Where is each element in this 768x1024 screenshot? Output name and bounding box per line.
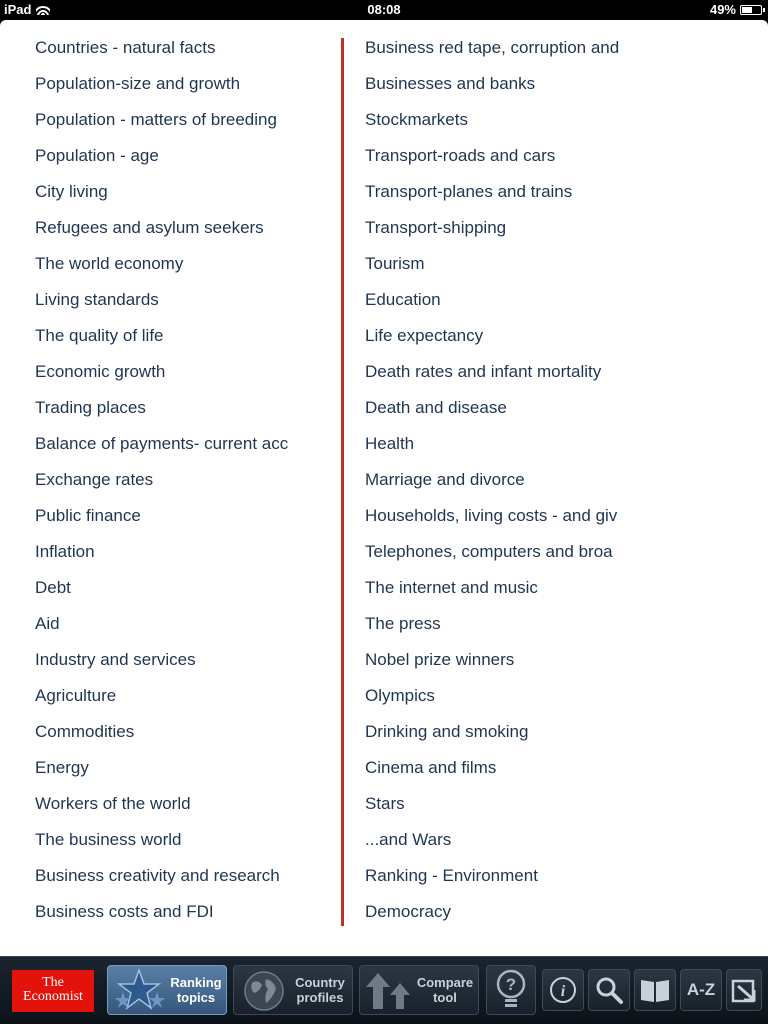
topic-link[interactable]: Olympics xyxy=(365,686,435,705)
svg-text:i: i xyxy=(560,983,566,1000)
topic-link[interactable]: Drinking and smoking xyxy=(365,722,529,741)
topic-link[interactable]: The internet and music xyxy=(365,578,538,597)
export-button[interactable] xyxy=(726,969,762,1011)
topic-link[interactable]: Marriage and divorce xyxy=(365,470,525,489)
topic-link[interactable]: Transport-roads and cars xyxy=(365,146,556,165)
topic-column-right xyxy=(365,30,760,930)
topic-link[interactable]: Industry and services xyxy=(35,650,196,669)
topic-link[interactable]: Inflation xyxy=(35,542,95,561)
compare-label-1: Compare xyxy=(416,975,474,990)
country-label-2: profiles xyxy=(296,990,344,1005)
topic-link[interactable]: Population-size and growth xyxy=(35,74,241,93)
a-z-index-button[interactable] xyxy=(680,969,722,1011)
logo-line-2: Economist xyxy=(23,989,83,1004)
topic-link[interactable]: Ranking - Environment xyxy=(365,866,538,885)
topic-link[interactable]: Democracy xyxy=(365,902,451,921)
book-button[interactable] xyxy=(634,969,676,1011)
ranking-label-1: Ranking xyxy=(170,975,222,990)
column-divider xyxy=(341,38,344,926)
topic-link[interactable]: Energy xyxy=(35,758,89,777)
topic-link[interactable]: The world economy xyxy=(35,254,184,273)
arrows-up-icon xyxy=(364,969,414,1013)
topic-link[interactable]: Business creativity and research xyxy=(35,866,280,885)
country-profiles-button[interactable] xyxy=(233,965,353,1015)
topic-link[interactable]: Agriculture xyxy=(35,686,117,705)
battery-icon xyxy=(740,5,762,15)
search-icon xyxy=(594,975,624,1005)
topic-link[interactable]: The business world xyxy=(35,830,182,849)
topic-link[interactable]: Death and disease xyxy=(365,398,507,417)
economist-logo[interactable] xyxy=(12,970,94,1012)
lightbulb-icon xyxy=(494,969,528,1011)
stars-icon xyxy=(110,968,168,1014)
status-bar xyxy=(0,0,768,20)
svg-text:?: ? xyxy=(505,975,517,994)
topic-link[interactable]: Business red tape, corruption and xyxy=(365,38,620,57)
ranking-label-2: topics xyxy=(176,990,216,1005)
info-icon xyxy=(548,975,578,1005)
topic-link[interactable]: Refugees and asylum seekers xyxy=(35,218,264,237)
topic-link[interactable]: Education xyxy=(365,290,441,309)
topic-link[interactable]: Debt xyxy=(35,578,71,597)
topic-link[interactable]: Businesses and banks xyxy=(365,74,536,93)
topic-link[interactable]: Exchange rates xyxy=(35,470,154,489)
topic-link[interactable]: Stockmarkets xyxy=(365,110,468,129)
topic-link[interactable]: Countries - natural facts xyxy=(35,38,216,57)
globe-icon xyxy=(242,969,286,1013)
topic-link[interactable]: Aid xyxy=(35,614,60,633)
topic-link[interactable]: Telephones, computers and broa xyxy=(365,542,613,561)
status-time: 08:08 xyxy=(367,2,401,17)
export-icon xyxy=(730,976,758,1004)
logo-line-1: The xyxy=(42,975,64,990)
compare-tool-button[interactable] xyxy=(359,965,479,1015)
ranking-topics-button[interactable] xyxy=(107,965,227,1015)
topic-link[interactable]: Workers of the world xyxy=(35,794,191,813)
device-label: iPad xyxy=(4,2,32,17)
topic-link[interactable]: Balance of payments- current acc xyxy=(35,434,289,453)
topic-link[interactable]: Public finance xyxy=(35,506,141,525)
topic-link[interactable]: Stars xyxy=(365,794,405,813)
info-button[interactable] xyxy=(542,969,584,1011)
topic-link[interactable]: Life expectancy xyxy=(365,326,484,345)
topic-link[interactable]: ...and Wars xyxy=(365,830,452,849)
topic-link[interactable]: Trading places xyxy=(35,398,146,417)
topic-link[interactable]: The quality of life xyxy=(35,326,164,345)
topic-link[interactable]: Population - matters of breeding xyxy=(35,110,277,129)
topic-link[interactable]: Tourism xyxy=(365,254,425,273)
topic-link[interactable]: Households, living costs - and giv xyxy=(365,506,618,525)
topic-link[interactable]: Commodities xyxy=(35,722,135,741)
topic-column-left xyxy=(35,30,335,930)
topic-link[interactable]: Cinema and films xyxy=(365,758,497,777)
topic-list-panel xyxy=(0,20,768,956)
topic-link[interactable]: Death rates and infant mortality xyxy=(365,362,602,381)
a-z-label: A-Z xyxy=(686,980,716,999)
topic-link[interactable]: Health xyxy=(365,434,415,453)
bottom-toolbar xyxy=(0,956,768,1024)
topic-link[interactable]: Living standards xyxy=(35,290,159,309)
book-icon xyxy=(639,976,671,1004)
topic-link[interactable]: Nobel prize winners xyxy=(365,650,515,669)
topic-link[interactable]: The press xyxy=(365,614,441,633)
topic-link[interactable]: Economic growth xyxy=(35,362,166,381)
topic-link[interactable]: Business costs and FDI xyxy=(35,902,214,921)
country-label-1: Country xyxy=(295,975,345,990)
topic-link[interactable]: Transport-shipping xyxy=(365,218,507,237)
topic-link[interactable]: City living xyxy=(35,182,108,201)
search-button[interactable] xyxy=(588,969,630,1011)
compare-label-2: tool xyxy=(433,990,457,1005)
topic-link[interactable]: Transport-planes and trains xyxy=(365,182,573,201)
help-button[interactable] xyxy=(486,965,536,1015)
topic-link[interactable]: Population - age xyxy=(35,146,159,165)
battery-percent: 49% xyxy=(709,2,736,17)
